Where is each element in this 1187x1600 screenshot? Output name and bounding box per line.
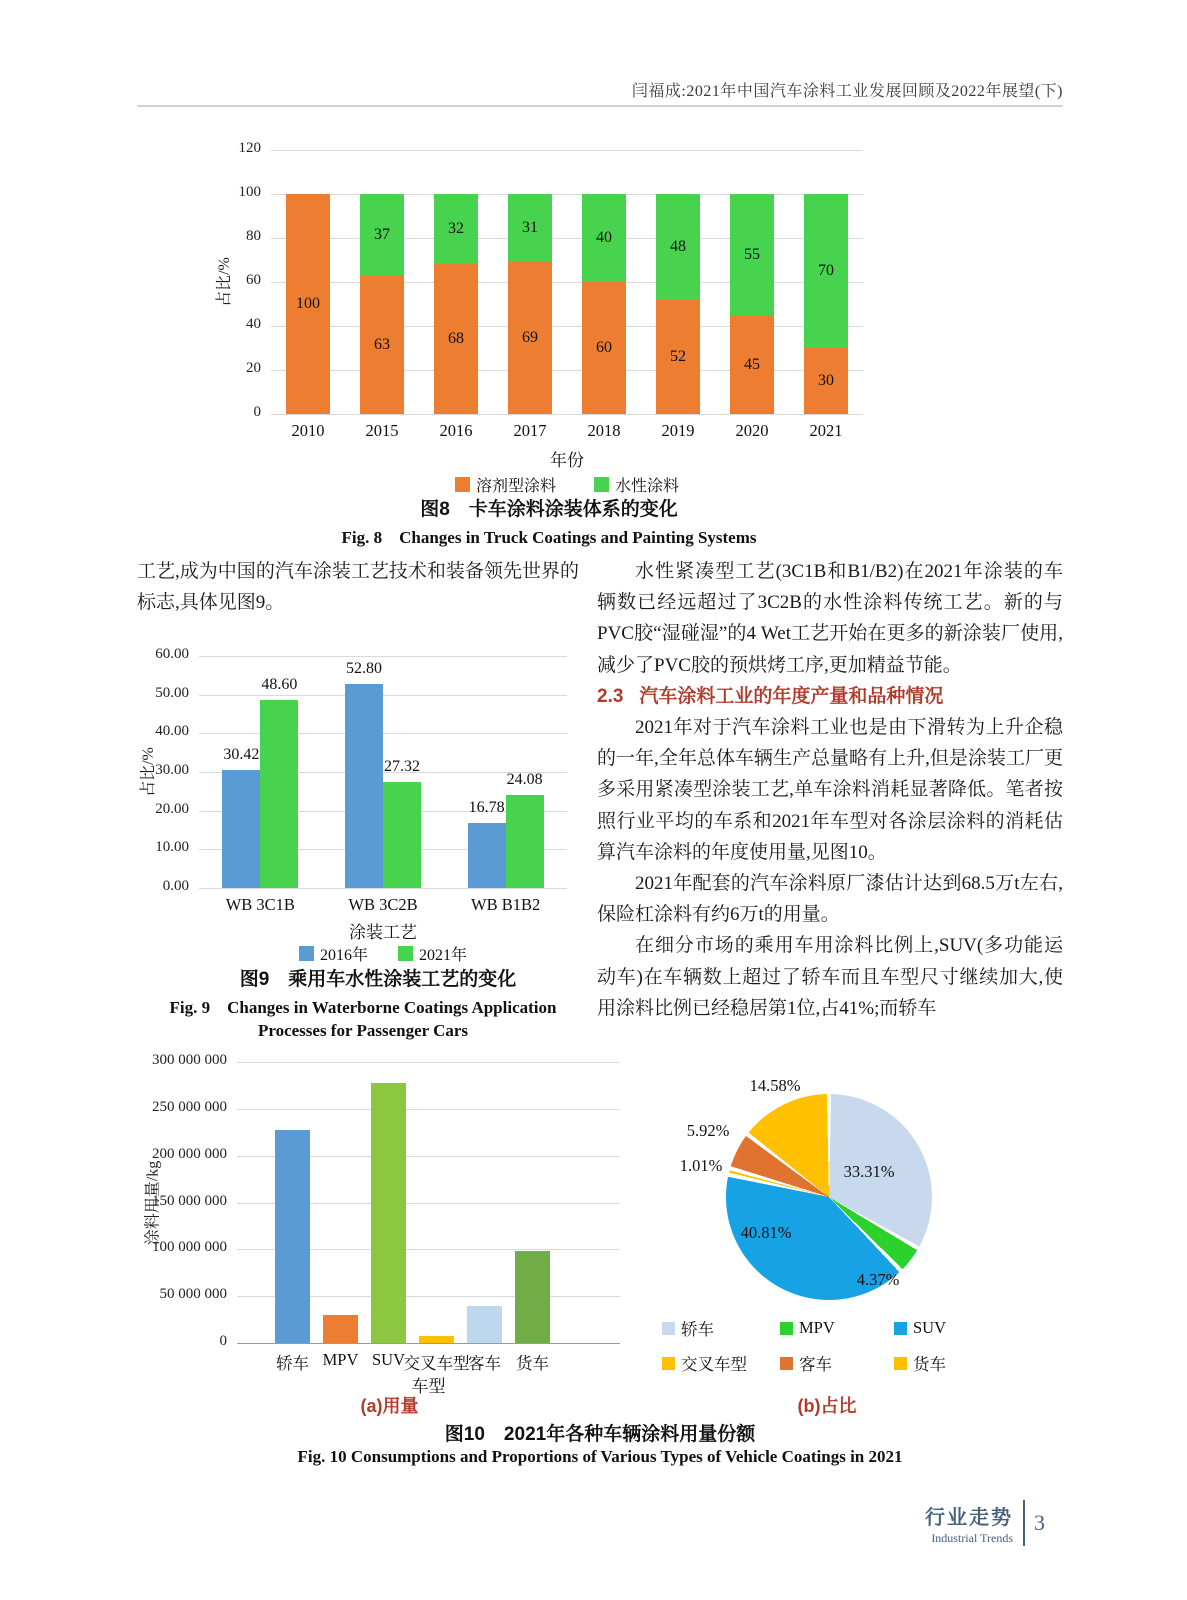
- bar-value-label: 70: [818, 262, 834, 279]
- bar-stack: [730, 194, 774, 414]
- fig9-caption-en-line2: Processes for Passenger Cars: [257, 1021, 469, 1040]
- bar: [323, 1315, 358, 1343]
- bar-value-label: 52: [670, 347, 686, 365]
- bar-value-label: 37: [374, 225, 390, 243]
- paragraph: 工艺,成为中国的汽车涂装工艺技术和装备领先世界的标志,具体见图9。: [137, 561, 579, 614]
- bar-value-label: 100: [296, 295, 320, 312]
- bar: [468, 799, 506, 888]
- section-title: 汽车涂料工业的年度产量和品种情况: [639, 685, 944, 707]
- paragraph: 2021年配套的汽车涂料原厂漆估计达到68.5万t左右,保险杠涂料有约6万t的用量。: [597, 873, 1063, 926]
- bar-segment: [508, 262, 552, 414]
- footer-label-zh: 行业走势: [925, 1506, 1013, 1529]
- y-tick-label: 0: [219, 1333, 227, 1349]
- section-heading-2-3: [597, 681, 1063, 712]
- section-number: 2.3: [597, 685, 624, 707]
- legend-item: [662, 1351, 780, 1375]
- x-tick-label: [275, 1350, 310, 1374]
- bar: [371, 1083, 406, 1343]
- pie-value-label: 33.31%: [843, 1162, 895, 1181]
- pie-value-label: 1.01%: [679, 1156, 723, 1175]
- legend-item: [780, 1316, 894, 1340]
- y-tick-label: 80: [246, 228, 261, 244]
- x-tick-text: 2021: [809, 421, 843, 440]
- bar-value-label: 69: [522, 329, 538, 347]
- legend-swatch: [662, 1357, 675, 1370]
- x-tick-label: [444, 895, 567, 915]
- y-axis-title: 占比/%: [140, 747, 157, 797]
- legend-swatch: [894, 1357, 907, 1370]
- bar-segment: [730, 194, 774, 315]
- bar-slot: [419, 150, 493, 414]
- bar-value-label: 60: [596, 339, 612, 356]
- pie-value-label: 4.37%: [856, 1270, 900, 1289]
- bar-stack: [360, 194, 404, 414]
- bars-row: [271, 150, 863, 414]
- x-tick-label: [271, 421, 345, 441]
- chart-plot: [199, 656, 567, 888]
- fig8-legend: [271, 473, 863, 496]
- legend-swatch: [299, 946, 314, 961]
- legend-label: MPV: [799, 1318, 835, 1337]
- bar-slot: [271, 150, 345, 414]
- legend-label: 水性涂料: [615, 478, 680, 495]
- bar-value-label: 31: [522, 219, 538, 237]
- bar-slot: [715, 150, 789, 414]
- paragraph: 在细分市场的乘用车用涂料比例上,SUV(多功能运动车)在车辆数上超过了轿车而且车型尺寸继续加大,使用涂料比例已经稳居第1位,占41%;而轿车: [597, 935, 1063, 1019]
- y-tick-label: 200 000 000: [152, 1145, 227, 1162]
- y-tick-label: 250 000 000: [152, 1098, 227, 1115]
- y-tick-label: 0: [253, 404, 261, 420]
- bar-value-label: 30: [818, 372, 834, 389]
- fig9-x-axis-title: 涂装工艺: [349, 923, 417, 942]
- bar-slot: [345, 150, 419, 414]
- bar-segment: [360, 194, 404, 275]
- bar-segment: [804, 194, 848, 348]
- x-tick-text: 交叉车型: [403, 1354, 470, 1373]
- fig9-caption-en-line1: Fig. 9 Changes in Waterborne Coatings Application: [169, 998, 557, 1017]
- x-tick-label: [323, 1350, 358, 1370]
- x-tick-text: 客车: [468, 1354, 501, 1373]
- x-tick-labels: [237, 1350, 620, 1374]
- legend-item: [398, 942, 467, 965]
- bar-value-label: 48: [670, 237, 686, 255]
- x-tick-text: 2018: [587, 421, 621, 440]
- x-tick-label: [493, 421, 567, 441]
- x-tick-text: 2010: [291, 421, 325, 440]
- bar-value-label: 32: [448, 220, 464, 238]
- y-axis-title: 占比/%: [216, 257, 233, 307]
- bar-value-label: 30.42: [223, 746, 260, 764]
- bar-value-label: 24.08: [506, 770, 543, 788]
- legend-swatch: [455, 477, 470, 492]
- fig9-legend: [199, 942, 567, 965]
- x-tick-labels: [271, 421, 863, 441]
- x-tick-text: 2016: [439, 421, 473, 440]
- footer: [925, 1500, 1045, 1546]
- bar-segment: [286, 194, 330, 414]
- footer-section-label: [925, 1501, 1013, 1546]
- bar-stack: [582, 194, 626, 414]
- legend-label: 2016年: [319, 947, 368, 964]
- fig8-x-axis-title: 年份: [550, 451, 584, 470]
- bar-stack: [656, 194, 700, 414]
- bar-slot: [322, 656, 445, 888]
- bar-value-label: 48.60: [261, 676, 298, 694]
- y-tick-label: 20: [246, 360, 261, 376]
- header-rule: [137, 105, 1063, 107]
- legend-swatch: [398, 946, 413, 961]
- legend-label: 轿车: [681, 1320, 714, 1339]
- gridline: [271, 414, 863, 415]
- legend-item: [594, 473, 679, 496]
- gridline: [199, 888, 567, 889]
- bar-slot: [493, 150, 567, 414]
- fig10b-legend: [662, 1316, 1018, 1375]
- legend-item: [894, 1316, 1004, 1340]
- chart-plot: [237, 1062, 620, 1343]
- x-tick-text: 轿车: [276, 1354, 309, 1373]
- x-tick-text: 2020: [735, 421, 769, 440]
- legend-label: 溶剂型涂料: [475, 478, 556, 495]
- bar-slot: [567, 150, 641, 414]
- page-number: 3: [1034, 1510, 1045, 1535]
- bar: [345, 659, 383, 888]
- x-tick-label: [403, 1350, 470, 1374]
- y-tick-label: 50.00: [155, 684, 189, 701]
- legend-swatch: [780, 1322, 793, 1335]
- y-tick-label: 50 000 000: [159, 1286, 227, 1303]
- y-tick-label: 60.00: [155, 646, 189, 662]
- legend-label: 2021年: [419, 947, 468, 964]
- fig9-caption-zh: 图9 乘用车水性涂装工艺的变化: [239, 969, 517, 990]
- legend-item: [894, 1351, 1004, 1375]
- bar-value-label: 68: [448, 330, 464, 348]
- bar: [383, 758, 421, 888]
- y-tick-label: 100: [238, 184, 261, 200]
- pie-value-label: 5.92%: [686, 1121, 730, 1140]
- fig10-caption-zh: 图10 2021年各种车辆涂料用量份额: [444, 1424, 756, 1445]
- x-tick-label: [371, 1350, 406, 1370]
- bar-segment: [434, 264, 478, 414]
- bar-slot: [641, 150, 715, 414]
- fig8-caption-en: Fig. 8 Changes in Truck Coatings and Painting Systems: [341, 528, 757, 547]
- bar: [260, 676, 298, 888]
- legend-item: [780, 1351, 894, 1375]
- y-tick-label: 30.00: [155, 762, 189, 778]
- fig10b-pie-chart: [679, 1057, 989, 1307]
- bar-slot: [444, 656, 567, 888]
- bar-stack: [508, 194, 552, 414]
- fig9-grouped-bar-chart: [137, 630, 579, 1080]
- legend-item: [662, 1316, 780, 1340]
- legend-item: [299, 942, 368, 965]
- fig10a-bar-chart: [137, 1040, 642, 1396]
- running-head: 闫福成:2021年中国汽车涂料工业发展回顾及2022年展望(下): [631, 83, 1063, 100]
- bar: [419, 1336, 454, 1343]
- x-tick-label: [715, 421, 789, 441]
- y-tick-label: 100 000 000: [152, 1239, 227, 1256]
- x-tick-text: MPV: [322, 1350, 359, 1369]
- x-tick-text: WB B1B2: [471, 895, 541, 914]
- bar: [506, 770, 544, 888]
- right-column-text: [597, 556, 1063, 1024]
- bars-row: [237, 1062, 620, 1343]
- y-tick-label: 0.00: [162, 878, 189, 894]
- fig10-caption-en: Fig. 10 Consumptions and Proportions of Various Types of Vehicle Coatings in 2021: [297, 1447, 903, 1466]
- bar: [275, 1130, 310, 1343]
- legend-swatch: [780, 1357, 793, 1370]
- bars-row: [199, 656, 567, 888]
- bar-value-label: 27.32: [383, 758, 420, 776]
- bar-segment: [582, 194, 626, 282]
- bar-value-label: 52.80: [345, 659, 382, 677]
- gridline: [237, 1343, 620, 1344]
- fig10a-x-axis-title: 车型: [411, 1377, 446, 1396]
- bar-segment: [730, 315, 774, 414]
- x-tick-label: [515, 1350, 550, 1374]
- footer-divider: [1023, 1500, 1025, 1546]
- bar-value-label: 63: [374, 335, 390, 353]
- bar-segment: [804, 348, 848, 414]
- footer-label-en: Industrial Trends: [931, 1530, 1013, 1545]
- y-tick-label: 120: [238, 140, 261, 156]
- y-axis-title: 涂料用量/kg: [144, 1160, 161, 1245]
- x-tick-text: WB 3C1B: [225, 895, 295, 914]
- chart-plot: [271, 150, 863, 414]
- pie: [726, 1094, 932, 1300]
- bar-segment: [656, 300, 700, 414]
- paragraph: 2021年对于汽车涂料工业也是由下滑转为上升企稳的一年,全年总体车辆生产总量略有上升,但是涂装工厂更多采用紧凑型涂装工艺,单车涂料消耗显著降低。笔者按照行业平均的车系和2021年车型对各涂层涂料的消耗估算汽车涂料的年度使用量,见图10。: [597, 717, 1063, 863]
- bar-segment: [360, 275, 404, 414]
- fig10a-subcaption: (a)用量: [360, 1396, 419, 1416]
- y-tick-label: 40.00: [155, 723, 189, 740]
- fig10b-subcaption: (b)占比: [797, 1396, 857, 1416]
- bar: [222, 746, 260, 888]
- x-tick-label: [641, 421, 715, 441]
- x-tick-label: [789, 421, 863, 441]
- x-tick-text: 2015: [365, 421, 399, 440]
- x-tick-label: [467, 1350, 502, 1374]
- legend-label: 货车: [913, 1355, 946, 1374]
- legend-label: 客车: [799, 1355, 832, 1374]
- bar-segment: [508, 194, 552, 262]
- x-tick-text: 2017: [513, 421, 547, 440]
- y-tick-label: 40: [246, 316, 261, 332]
- pie-value-label: 14.58%: [749, 1076, 801, 1095]
- y-tick-label: 300 000 000: [152, 1052, 227, 1068]
- legend-item: [455, 473, 556, 496]
- bar-value-label: 55: [744, 245, 760, 263]
- bar-stack: [286, 194, 330, 414]
- pie-value-label: 40.81%: [740, 1223, 792, 1242]
- bar-segment: [434, 194, 478, 264]
- fig8-stacked-bar-chart: [215, 126, 883, 562]
- left-column-text: [137, 556, 579, 618]
- x-tick-text: SUV: [371, 1350, 405, 1369]
- bar-segment: [582, 282, 626, 414]
- bar: [515, 1251, 550, 1343]
- y-tick-label: 20.00: [155, 800, 189, 817]
- bar-segment: [656, 194, 700, 300]
- fig8-caption-zh: 图8 卡车涂料涂装体系的变化: [420, 499, 678, 520]
- x-tick-label: [345, 421, 419, 441]
- x-tick-label: [567, 421, 641, 441]
- bar-value-label: 40: [596, 229, 612, 246]
- x-tick-text: 2019: [661, 421, 695, 440]
- legend-swatch: [894, 1322, 907, 1335]
- legend-swatch: [662, 1322, 675, 1335]
- y-tick-label: 60: [246, 272, 261, 288]
- bar-stack: [804, 194, 848, 414]
- paragraph: 水性紧凑型工艺(3C1B和B1/B2)在2021年涂装的车辆数已经远超过了3C2B的水性涂料传统工艺。新的与PVC胶“湿碰湿”的4 Wet工艺开始在更多的新涂装厂使用,减少了PVC胶的预烘烤工序,更加精益节能。: [597, 561, 1063, 676]
- x-tick-text: WB 3C2B: [348, 895, 418, 914]
- x-tick-label: [199, 895, 322, 915]
- legend-swatch: [594, 477, 609, 492]
- y-tick-label: 10.00: [155, 839, 189, 856]
- x-tick-labels: [199, 895, 567, 915]
- legend-label: 交叉车型: [681, 1355, 747, 1374]
- x-tick-label: [322, 895, 445, 915]
- bar-slot: [789, 150, 863, 414]
- bar-value-label: 45: [744, 355, 760, 373]
- bar: [467, 1306, 502, 1343]
- legend-label: SUV: [913, 1318, 947, 1337]
- x-tick-label: [419, 421, 493, 441]
- x-tick-text: 货车: [516, 1354, 549, 1373]
- bar-slot: [199, 656, 322, 888]
- bar-value-label: 16.78: [468, 799, 505, 817]
- y-tick-label: 150 000 000: [152, 1192, 227, 1209]
- bar-stack: [434, 194, 478, 414]
